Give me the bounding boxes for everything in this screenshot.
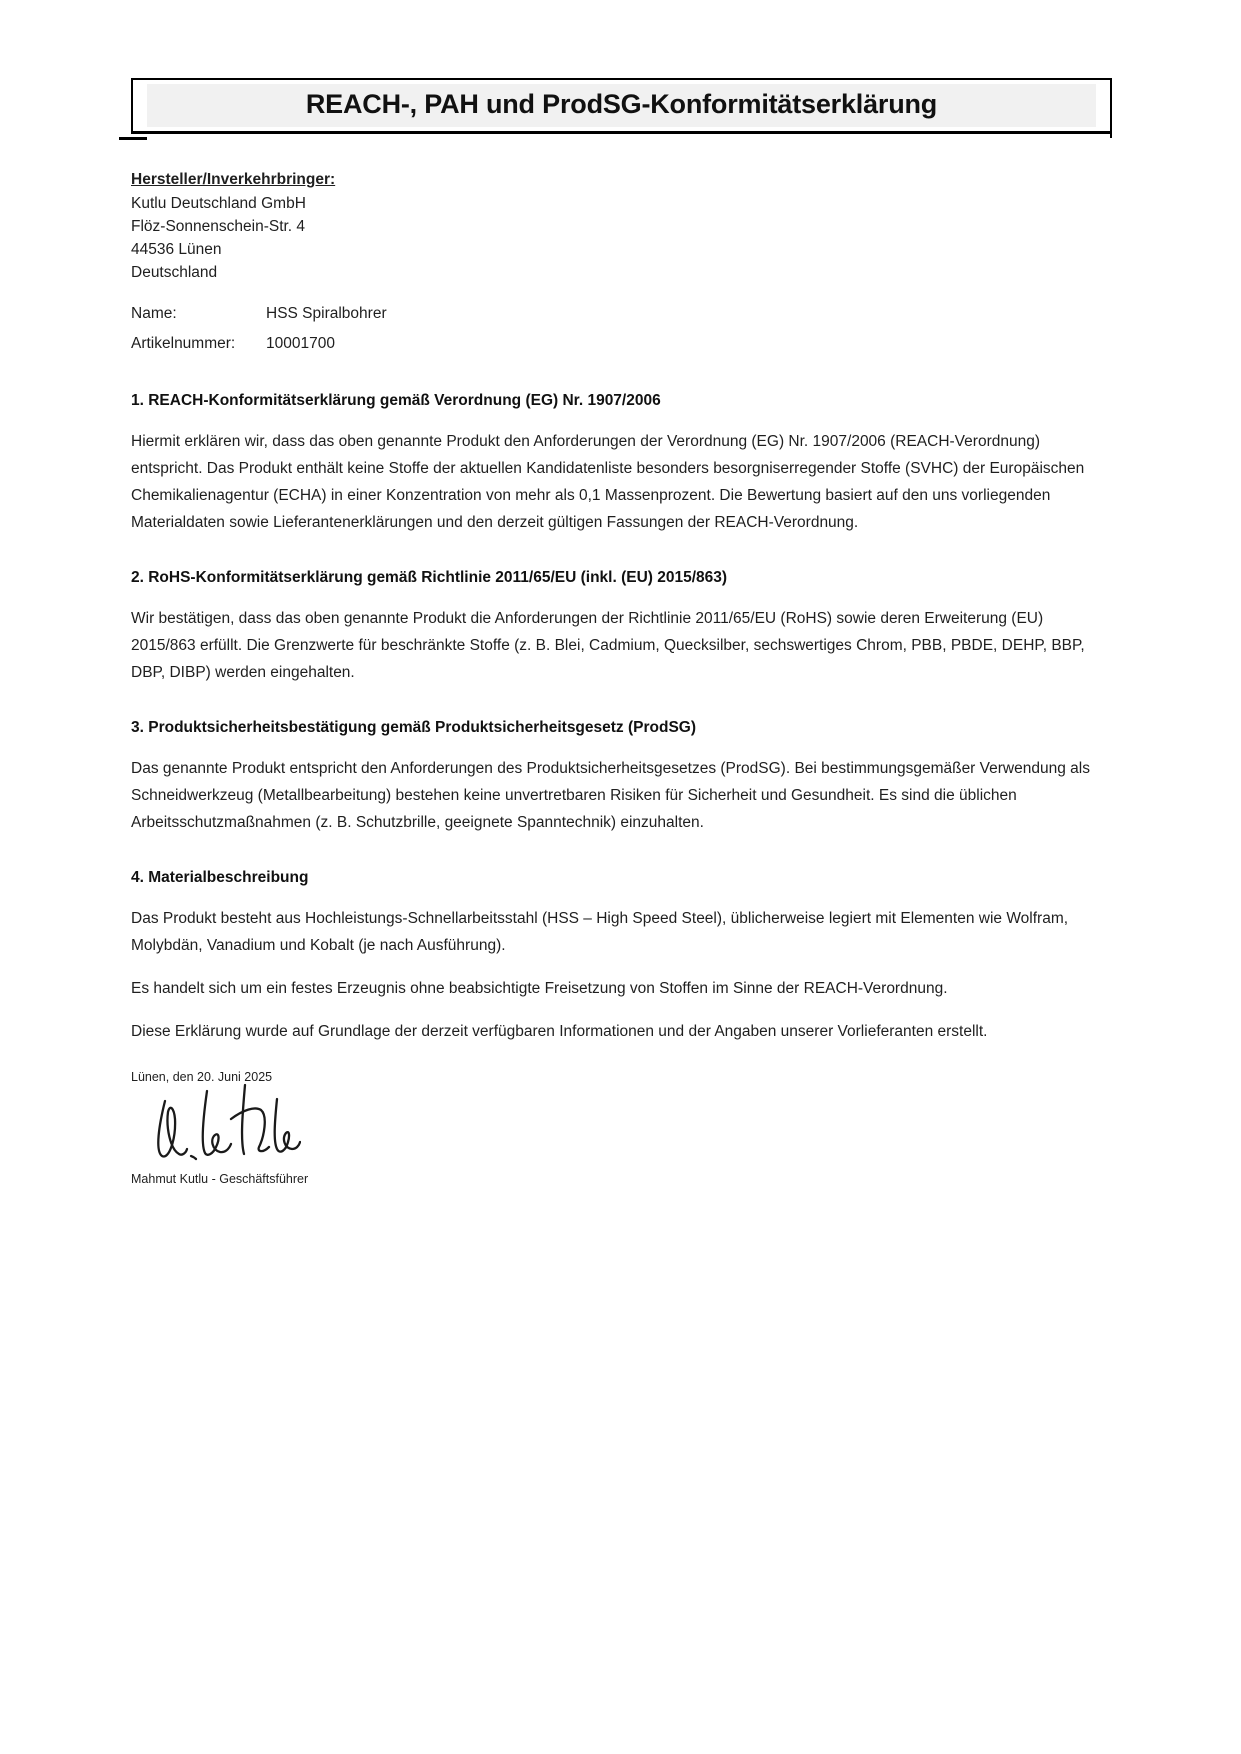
section-material-paragraph-2: Es handelt sich um ein festes Erzeugnis ohne beabsichtigte Freisetzung von Stoffen im Sinne der REACH-Verordnung. xyxy=(131,980,948,997)
handwritten-signature xyxy=(149,1077,301,1169)
product-name-value: HSS Spiralbohrer xyxy=(266,305,387,322)
product-number-row xyxy=(131,329,1112,359)
signature-block xyxy=(131,1069,1112,1187)
section-reach-paragraph: Hiermit erklären wir, dass das oben genannte Produkt den Anforderungen der Verordnung (EG) Nr. 1907/2006 (REACH-Verordnung) entspricht. Das Produkt enthält keine Stoffe der aktuellen Kandidatenliste besonders besorgniserregender Stoffe (SVHC) der Europäischen Chemikalienagentur (ECHA) in einer Konzentration von mehr als 0,1 Massenprozent. Die Bewertung basiert auf den uns vorliegenden Materialdaten sowie Lieferantenerklärungen und den derzeit gültigen Fassungen der REACH-Verordnung. xyxy=(131,433,1085,531)
manufacturer-name: Kutlu Deutschland GmbH xyxy=(131,195,306,212)
section-material-heading: 4. Materialbeschreibung xyxy=(131,869,309,886)
signature-date-place: Lünen, den 20. Juni 2025 xyxy=(131,1070,273,1084)
section-reach xyxy=(131,390,1112,536)
product-number-value: 10001700 xyxy=(266,335,335,352)
section-rohs-heading: 2. RoHS-Konformitätserklärung gemäß Richtlinie 2011/65/EU (inkl. (EU) 2015/863) xyxy=(131,569,728,586)
document-title: REACH-, PAH und ProdSG-Konformitätserklärung xyxy=(147,84,1096,127)
section-prodsg-heading: 3. Produktsicherheitsbestätigung gemäß Produktsicherheitsgesetz (ProdSG) xyxy=(131,719,697,736)
product-name-row xyxy=(131,299,1112,329)
manufacturer-city: 44536 Lünen xyxy=(131,241,222,258)
product-name-label: Name: xyxy=(131,305,177,322)
manufacturer-block xyxy=(131,168,1112,284)
product-block xyxy=(131,299,1112,359)
section-rohs xyxy=(131,567,1112,686)
title-box xyxy=(131,78,1112,134)
section-material-paragraph-1: Das Produkt besteht aus Hochleistungs-Schnellarbeitsstahl (HSS – High Speed Steel), üblicherweise legiert mit Elementen wie Wolfram, Molybdän, Vanadium und Kobalt (je nach Ausführung). xyxy=(131,910,1069,954)
product-number-label: Artikelnummer: xyxy=(131,335,236,352)
signer-name: Mahmut Kutlu - Geschäftsführer xyxy=(131,1172,309,1186)
section-reach-heading: 1. REACH-Konformitätserklärung gemäß Verordnung (EG) Nr. 1907/2006 xyxy=(131,392,661,409)
manufacturer-country: Deutschland xyxy=(131,264,218,281)
section-prodsg-paragraph: Das genannte Produkt entspricht den Anforderungen des Produktsicherheitsgesetzes (ProdSG). Bei bestimmungsgemäßer Verwendung als Schneidwerkzeug (Metallbearbeitung) bestehen keine unvertretbaren Risiken für Sicherheit und Gesundheit. Es sind die üblichen Arbeitsschutzmaßnahmen (z. B. Schutzbrille, geeignete Spanntechnik) einzuhalten. xyxy=(131,760,1090,831)
section-rohs-paragraph: Wir bestätigen, dass das oben genannte Produkt die Anforderungen der Richtlinie 2011/65/EU (RoHS) sowie deren Erweiterung (EU) 2015/863 erfüllt. Die Grenzwerte für beschränkte Stoffe (z. B. Blei, Cadmium, Quecksilber, sechswertiges Chrom, PBB, PBDE, DEHP, BBP, DBP, DIBP) werden eingehalten. xyxy=(131,610,1085,681)
section-prodsg xyxy=(131,717,1112,836)
manufacturer-heading: Hersteller/Inverkehrbringer: xyxy=(131,171,336,188)
document-page xyxy=(131,0,1112,1187)
section-material xyxy=(131,867,1112,1045)
section-material-paragraph-3: Diese Erklärung wurde auf Grundlage der derzeit verfügbaren Informationen und der Angaben unserer Vorlieferanten erstellt. xyxy=(131,1023,988,1040)
manufacturer-street: Flöz-Sonnenschein-Str. 4 xyxy=(131,218,306,235)
